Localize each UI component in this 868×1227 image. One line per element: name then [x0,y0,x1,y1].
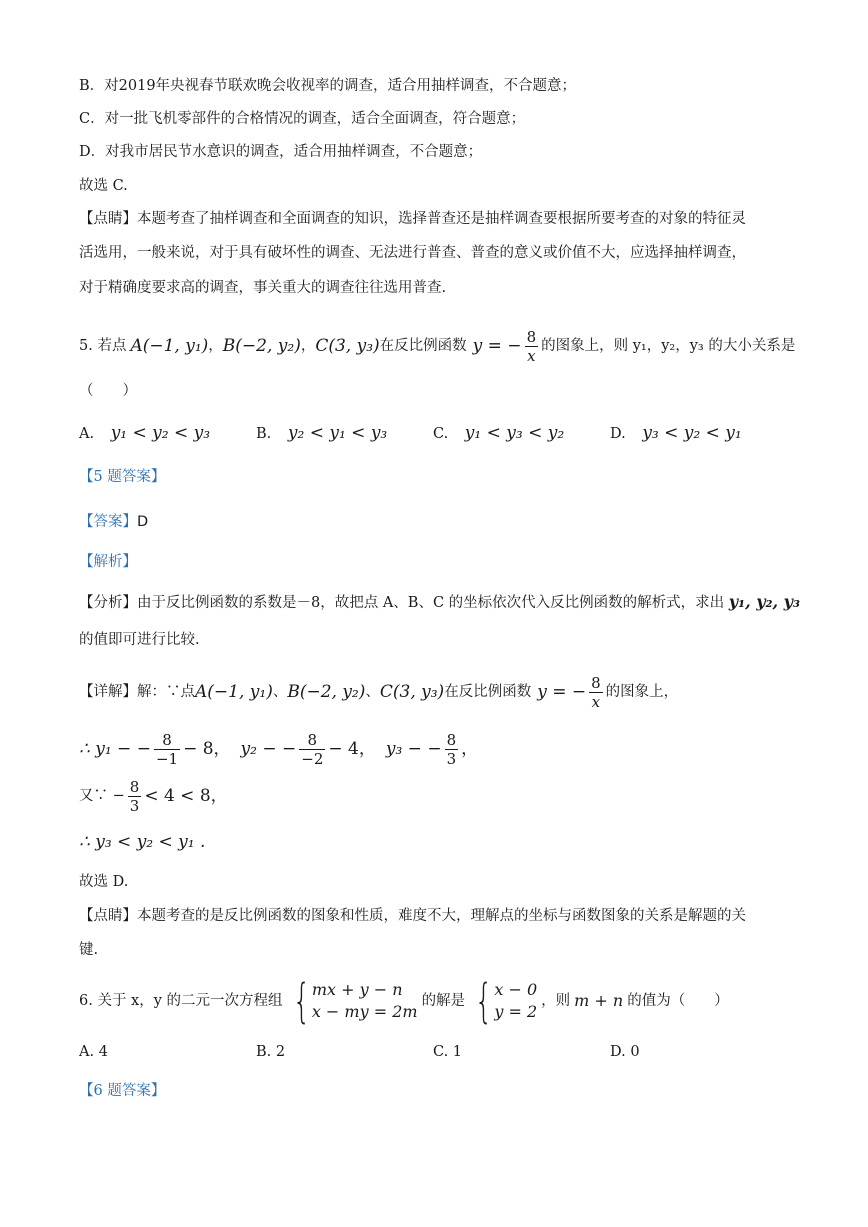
option-expr: y₁ < y₃ < y₂ [464,423,565,443]
detail-func-lhs: y = − [537,682,587,702]
detail-tag: 【详解】 [79,684,137,700]
left-brace-icon: { [292,974,310,1028]
fenxi-tag: 【分析】 [79,595,137,611]
point-b: B(−2, y₂) [222,336,301,356]
option-c-explanation: C．对一批飞机零部件的合格情况的调查，适合全面调查，符合题意； [79,111,526,127]
detail-func-fraction [589,674,603,711]
step-4 [79,775,796,817]
fenxi-line-2: 的值即可进行比较. [79,632,200,648]
option-value: 4 [98,1044,108,1060]
analysis-tag: 【解析】 [79,554,137,570]
fraction-numerator: 8 [591,673,601,692]
q6-option-b[interactable] [256,1042,285,1062]
q6-option-c[interactable] [433,1042,462,1062]
fenxi-line [79,592,800,613]
q5-note-1 [79,906,796,926]
sep: ， [208,338,223,354]
q5-option-b[interactable] [256,423,387,444]
solution-system [469,974,538,1028]
q5-stem-tail: 的图象上，则 y₁，y₂，y₃ 的大小关系是 [541,338,796,354]
q6-option-d[interactable] [610,1042,640,1062]
option-label: B. [256,1044,272,1060]
answer-tag: 【答案】 [79,514,137,530]
option-value: 2 [275,1044,286,1060]
option-label: A. [79,1044,95,1060]
step-2-pre: y₂ − − [240,739,297,759]
q5-paren: （ ） [79,383,137,399]
note-tag: 【点睛】 [79,908,137,924]
detail-line [79,672,796,712]
option-value: 1 [452,1044,463,1060]
step-3-pre: y₃ − − [385,739,442,759]
detail-point-b: B(−2, y₂) [287,682,366,702]
answer-value: D [137,514,149,530]
fraction-numerator: 8 [299,731,325,750]
note-tag: 【点睛】 [79,211,137,227]
equation-system [287,974,418,1028]
fraction-denominator: x [527,346,536,365]
function-lhs: y = − [472,336,522,356]
note-text-1: 本题考查了抽样调查和全面调查的知识，选择普查还是抽样调查要根据所要考查的对象的特征灵 [137,211,746,227]
option-expr: y₃ < y₂ < y₁ [642,423,742,443]
step-1-fraction [154,731,180,768]
note-paragraph-2: 活选用，一般来说，对于具有破坏性的调查、无法进行普查、普查的意义或价值不大，应选择抽样调查， [79,245,746,261]
option-d-explanation: D．对我市居民节水意识的调查，适合用抽样调查，不合题意； [79,144,483,160]
option-value: 0 [630,1044,640,1060]
fraction-denominator: x [591,692,601,711]
detail-text: 解：∵点 [137,684,195,700]
question-5-stem [79,328,796,364]
sep: 、 [272,684,288,700]
fenxi-vars: y₁, y₂, y₃ [728,592,800,611]
q5-answer-header: 【5 题答案】 [79,469,166,485]
step-5 [79,832,796,853]
detail-point-a: A(−1, y₁) [195,682,273,702]
q6-stem-a: 6. 关于 x，y 的二元一次方程组 [79,993,283,1009]
fraction-denominator: −2 [301,749,324,768]
q5-option-c[interactable] [433,423,564,444]
note-paragraph-1 [79,209,796,229]
left-brace-icon: { [474,974,493,1028]
note-paragraph-3: 对于精确度要求高的调查，事关重大的调查往往选用普查. [79,280,447,296]
detail-point-c: C(3, y₃) [379,682,445,702]
option-label: C. [433,426,449,442]
step-4-post: < 4 < 8， [144,786,228,806]
step-3-fraction [445,731,459,768]
option-label: B. [256,426,272,442]
sep: ， [300,338,316,354]
note-text: 本题考查的是反比例函数的图象和性质，难度不大，理解点的坐标与函数图象的关系是解题的关 [137,908,746,924]
step-4-fraction [128,778,142,815]
option-label: C. [433,1044,449,1060]
step-2-fraction [299,731,325,768]
detail-text-3: 的图象上， [605,684,679,700]
step-2-post: − 4， [328,739,376,759]
q5-note-2: 键. [79,942,99,958]
q6-stem-b: 的解是 [421,993,466,1009]
q6-option-a[interactable] [79,1042,108,1062]
option-expr: y₂ < y₁ < y₃ [287,423,388,443]
fraction-numerator: 8 [154,731,180,750]
option-b-explanation: B．对2019年央视春节联欢晚会收视率的调查，适合用抽样调查，不合题意； [79,78,577,94]
step-4-pre: 又∵ − [79,788,125,804]
fraction-denominator: 3 [446,749,457,768]
step-6: 故选 D. [79,874,129,890]
step-1-pre: ∴ y₁ − − [79,739,151,759]
q6-answer-header: 【6 题答案】 [79,1083,166,1099]
fraction-numerator: 8 [129,777,140,796]
solution-1: x − 0 [494,980,538,999]
fenxi-text: 由于反比例函数的系数是－8，故把点 A、B、C 的坐标依次代入反比例函数的解析式，求出 [137,595,725,611]
question-6-stem [79,976,796,1026]
q5-option-a[interactable] [79,423,210,444]
q5-option-d[interactable] [610,423,742,444]
option-label: D. [610,1044,626,1060]
solution-2: y = 2 [494,1002,538,1021]
function-fraction [525,328,539,365]
fraction-denominator: −1 [155,749,179,768]
equation-1: mx + y − n [311,980,403,999]
detail-text-2: 在反比例函数 [444,684,532,700]
option-label: A. [79,426,95,442]
step-1 [79,728,796,770]
step-1-post: − 8， [183,739,231,759]
q5-number: 5. 若点 [79,338,127,354]
point-c: C(3, y₃) [315,336,380,356]
option-expr: y₁ < y₂ < y₃ [110,423,211,443]
step-3-post: ， [461,739,479,759]
choice-line: 故选 C. [79,178,128,194]
q5-stem-text: 在反比例函数 [379,338,467,354]
fraction-numerator: 8 [446,730,457,749]
q6-stem-c: ，则 [541,993,571,1009]
fraction-numerator: 8 [526,327,537,346]
point-a: A(−1, y₁) [130,336,209,356]
step-5-text: ∴ y₃ < y₂ < y₁ . [79,832,206,852]
q6-target: m + n [574,991,624,1010]
option-label: D. [610,426,626,442]
equation-2: x − my = 2m [311,1002,418,1021]
q5-answer-line [79,512,796,532]
q6-stem-d: 的值为（ ） [627,993,729,1009]
fraction-denominator: 3 [129,796,140,815]
sep: 、 [365,684,380,700]
